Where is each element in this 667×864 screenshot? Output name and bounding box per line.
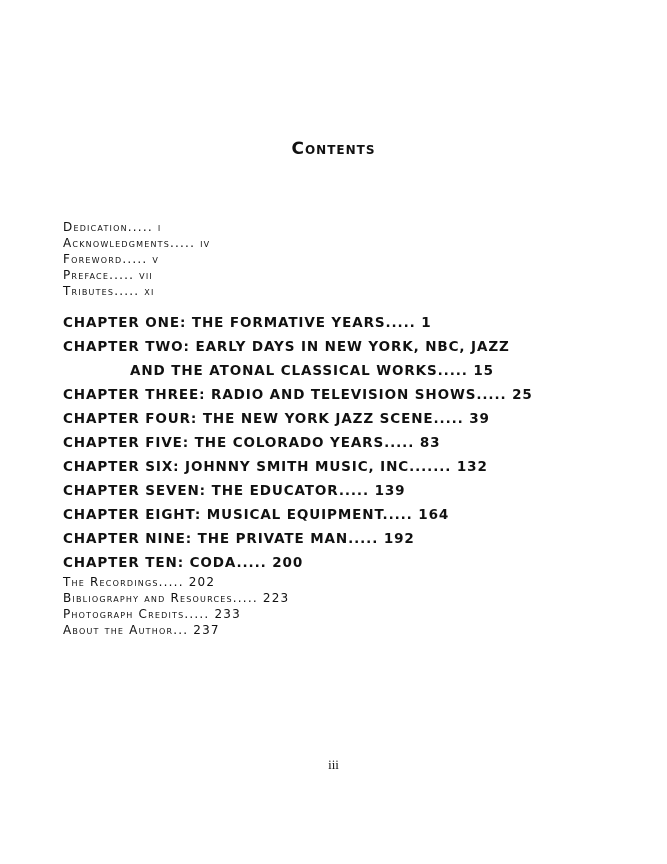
chapter-entry-text: CHAPTER TWO: EARLY DAYS IN NEW YORK, NBC, JAZZ (63, 339, 510, 355)
chapter-entry-text: CHAPTER SIX: JOHNNY SMITH MUSIC, INC....... 132 (63, 459, 488, 475)
toc-entry-dedication: Dedication..... i (63, 220, 162, 234)
toc-entry-bibliography: Bibliography and Resources..... 223 (63, 591, 290, 605)
chapter-entry-text: CHAPTER EIGHT: MUSICAL EQUIPMENT..... 164 (63, 507, 450, 523)
toc-entry-preface: Preface..... vii (63, 268, 153, 282)
chapter-entry-continuation: AND THE ATONAL CLASSICAL WORKS..... 15 (130, 363, 494, 379)
back-matter-list (63, 574, 289, 638)
chapter-entry-nine (63, 527, 533, 551)
front-matter-list (63, 219, 210, 299)
toc-entry-photo-credits: Photograph Credits..... 233 (63, 607, 241, 621)
chapter-entry-text: CHAPTER SEVEN: THE EDUCATOR..... 139 (63, 483, 406, 499)
chapter-entry-seven (63, 479, 533, 503)
chapter-entry-text: CHAPTER NINE: THE PRIVATE MAN..... 192 (63, 531, 415, 547)
chapter-entry-four (63, 407, 533, 431)
toc-entry-acknowledgments: Acknowledgments..... iv (63, 236, 211, 250)
toc-entry-foreword: Foreword..... v (63, 252, 160, 266)
chapter-entry-ten (63, 551, 533, 575)
chapter-entry-text: CHAPTER ONE: THE FORMATIVE YEARS..... 1 (63, 315, 432, 331)
chapter-entry-text: CHAPTER FIVE: THE COLORADO YEARS..... 83 (63, 435, 441, 451)
page-title: Contents (291, 139, 376, 159)
chapter-entry-six (63, 455, 533, 479)
chapter-entry-text: CHAPTER TEN: CODA..... 200 (63, 555, 304, 571)
toc-entry-about-author: About the Author... 237 (63, 623, 220, 637)
chapter-entry-three (63, 383, 533, 407)
chapter-entry-text: CHAPTER THREE: RADIO AND TELEVISION SHOWS..... 25 (63, 387, 533, 403)
chapter-entry-two (63, 335, 533, 383)
chapter-entry-eight (63, 503, 533, 527)
chapter-list (63, 311, 533, 575)
chapter-entry-text: CHAPTER FOUR: THE NEW YORK JAZZ SCENE..... 39 (63, 411, 490, 427)
toc-entry-tributes: Tributes..... xi (63, 284, 155, 298)
chapter-entry-one (63, 311, 533, 335)
toc-entry-recordings: The Recordings..... 202 (63, 575, 216, 589)
page-number: iii (328, 757, 339, 772)
chapter-entry-five (63, 431, 533, 455)
